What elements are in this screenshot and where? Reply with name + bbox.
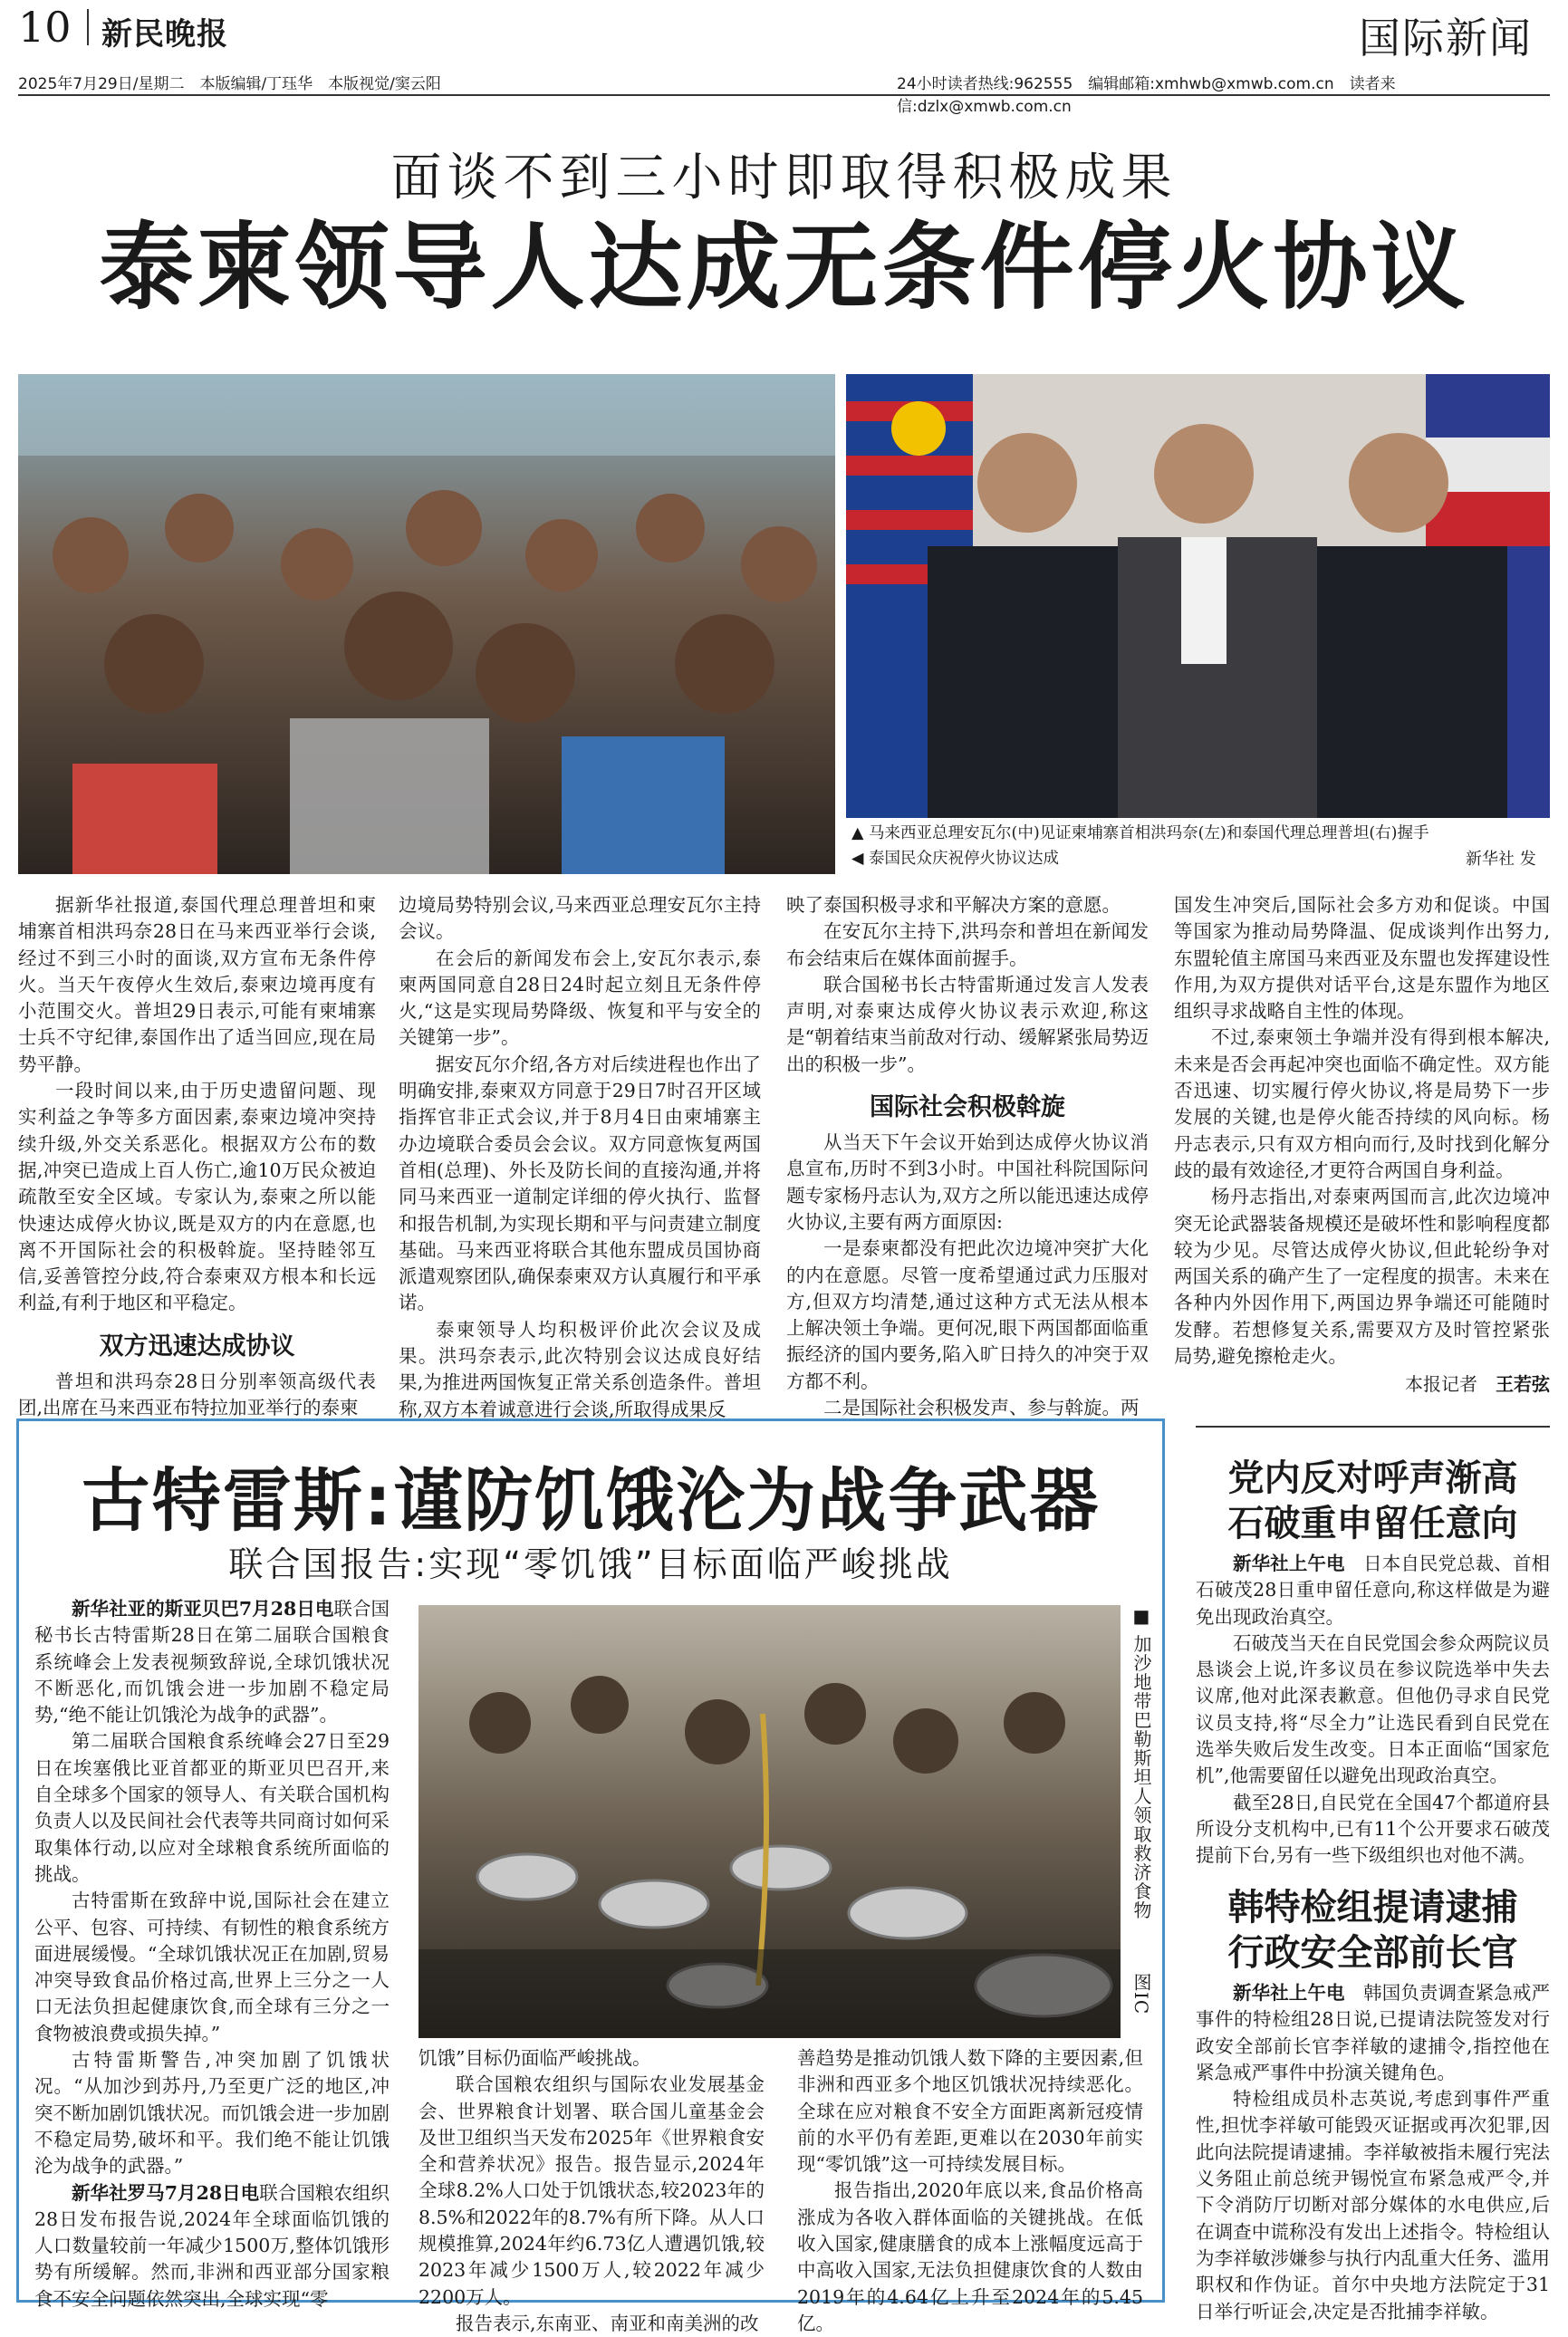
masthead-rule bbox=[18, 94, 1550, 96]
paragraph: 据新华社报道,泰国代理总理普坦和柬埔寨首相洪玛奈28日在马来西亚举行会谈,经过不到三小时的面谈,双方宣布无条件停火。当天午夜停火生效后,泰柬边境再度有小范围交火。普坦29日表示,可能有柬埔寨士兵不守纪律,泰国作出了适当回应,现在局势平静。 bbox=[18, 894, 376, 1075]
paragraph: 截至28日,自民党在全国47个都道府县所设分支机构中,已有11个公开要求石破茂提前下台,另有一些下级组织也对他不满。 bbox=[1196, 1791, 1550, 1867]
celebration-photo bbox=[18, 374, 835, 874]
korea-body bbox=[1196, 1980, 1550, 2323]
paragraph: 国发生冲突后,国际社会多方劝和促谈。中国等国家为推动局势降温、促成谈判作出努力,东盟轮值主席国马来西亚及东盟也发挥建设性作用,为双方提供对话平台,这是东盟作为地区组织寻求战略自主性的体现。 bbox=[1174, 894, 1550, 1023]
japan-body bbox=[1196, 1551, 1550, 1870]
paragraph: 第二届联合国粮食系统峰会27日至29日在埃塞俄比亚首都亚的斯亚贝巴召开,来自全球多个国家的领导人、有关联合国机构负责人以及民间社会代表等共同商讨如何采取集体行动,以应对全球粮食系统所面临的挑战。 bbox=[34, 1730, 390, 1885]
paragraph: 古特雷斯在致辞中说,国际社会在建立公平、包容、可持续、有韧性的粮食系统方面进展缓慢。“全球饥饿状况正在加剧,贸易冲突导致食品价格过高,世界上三分之一人口无法负担起健康饮食,而全球有三分之一食物被浪费或损失掉。” bbox=[34, 1890, 390, 2044]
paragraph: 新华社罗马7月28日电联合国粮农组织28日发布报告说,2024年全球面临饥饿的人口数量较前一年减少1500万,整体饥饿形势有所缓解。然而,非洲和西亚部分国家粮食不安全问题依然突出,全球实现“零 bbox=[34, 2181, 390, 2310]
sidebar-top-rule bbox=[1196, 1426, 1550, 1428]
famine-subheadline: 联合国报告:实现“零饥饿”目标面临严峻挑战 bbox=[228, 1544, 953, 1584]
japan-headline-2: 石破重申留任意向 bbox=[1227, 1503, 1518, 1544]
subhead-1: 双方迅速达成协议 bbox=[99, 1332, 295, 1361]
lead-column-2 bbox=[399, 892, 761, 1420]
paragraph: 在会后的新闻发布会上,安瓦尔表示,泰柬两国同意自28日24时起立刻且无条件停火,“这是实现局势降级、恢复和平与安全的关键第一步”。 bbox=[399, 947, 761, 1049]
paragraph: 饥饿”目标仍面临严峻挑战。 bbox=[418, 2047, 651, 2069]
korea-headline-1: 韩特检组提请逮捕 bbox=[1227, 1887, 1518, 1928]
photo-credit: 新华社 发 bbox=[1466, 850, 1536, 869]
gaza-photo-credit: 图IC bbox=[1130, 1973, 1152, 2015]
page-number: 10 bbox=[18, 3, 72, 52]
gaza-food-photo bbox=[418, 1605, 1121, 2038]
contact-line: 24小时读者热线:962555 编辑邮箱:xmhwb@xmwb.com.cn 读者来信:dzlx@xmwb.com.cn bbox=[897, 75, 1396, 116]
section-title: 国际新闻 bbox=[1359, 14, 1533, 63]
paragraph: 映了泰国积极寻求和平解决方案的意愿。 bbox=[786, 894, 1121, 916]
paragraph: 联合国秘书长古特雷斯通过发言人发表声明,对泰柬达成停火协议表示欢迎,称这是“朝着结束当前敌对行动、缓解紧张局势迈出的积极一步”。 bbox=[786, 973, 1149, 1075]
lead-column-1 bbox=[18, 892, 376, 1419]
paragraph: 报告指出,2020年底以来,食品价格高涨成为各收入群体面临的关键挑战。在低收入国家,健康膳食的成本上涨幅度远高于中高收入国家,无法负担健康饮食的人数由2019年的4.64亿上升至2024年的5.45亿。 bbox=[797, 2179, 1143, 2334]
reporter-byline: 本报记者 王若弦 bbox=[1405, 1373, 1550, 1396]
paragraph: 普坦和洪玛奈28日分别率领高级代表团,出席在马来西亚布特拉加亚举行的泰柬 bbox=[18, 1370, 376, 1419]
dateline: 2025年7月29日/星期二 本版编辑/丁珏华 本版视觉/窦云阳 bbox=[18, 75, 441, 93]
paragraph: 新华社上午电 日本自民党总裁、首相石破茂28日重申留任意向,称这样做是为避免出现政治真空。 bbox=[1196, 1553, 1550, 1628]
paragraph: 善趋势是推动饥饿人数下降的主要因素,但非洲和西亚多个地区饥饿状况持续恶化。全球在应对粮食不安全方面距离新冠疫情前的水平仍有差距,更难以在2030年前实现“零饥饿”这一可持续发展目标。 bbox=[797, 2047, 1143, 2176]
photo-caption-2: ◀ 泰国民众庆祝停火协议达成 bbox=[851, 850, 1060, 868]
paragraph: 二是国际社会积极发声、参与斡旋。两 bbox=[823, 1397, 1140, 1419]
paragraph: 据安瓦尔介绍,各方对后续进程也作出了明确安排,泰柬双方同意于29日7时召开区域指挥官非正式会议,并于8月4日由柬埔寨主办边境联合委员会会议。双方同意恢复两国首相(总理)、外长及防长间的直接沟通,并将同马来西亚一道制定详细的停火执行、监督和报告机制,为实现长期和平与问责建立制度基础。马来西亚将联合其他东盟成员国协商派遣观察团队,确保泰柬双方认真履行和平承诺。 bbox=[399, 1053, 761, 1314]
japan-headline-1: 党内反对呼声渐高 bbox=[1227, 1457, 1518, 1499]
famine-column-2 bbox=[418, 2045, 765, 2334]
paragraph: 边境局势特别会议,马来西亚总理安瓦尔主持会议。 bbox=[399, 894, 761, 943]
paragraph: 不过,泰柬领土争端并没有得到根本解决,未来是否会再起冲突也面临不确定性。双方能否迅速、切实履行停火协议,将是局势下一步发展的关键,也是停火能否持续的风向标。杨丹志表示,只有双方相向而行,及时找到化解分歧的最有效途径,才更符合两国自身利益。 bbox=[1174, 1026, 1550, 1181]
paragraph: 新华社亚的斯亚贝巴7月28日电联合国秘书长古特雷斯28日在第二届联合国粮食系统峰会上发表视频致辞说,全球饥饿状况不断恶化,而饥饿会进一步加剧不稳定局势,“绝不能让饥饿沦为战争的武器”。 bbox=[34, 1598, 390, 1726]
paper-name: 新民晚报 bbox=[101, 16, 228, 53]
paragraph: 一段时间以来,由于历史遗留问题、现实利益之争等多方面因素,泰柬边境冲突持续升级,外交关系恶化。根据双方公布的数据,冲突已造成上百人伤亡,逾10万民众被迫疏散至安全区域。专家认为,泰柬之所以能快速达成停火协议,既是双方的内在意愿,也离不开国际社会的积极斡旋。坚持睦邻互信,妥善管控分歧,符合泰柬双方根本和长远利益,有利于地区和平稳定。 bbox=[18, 1080, 376, 1314]
photo-caption-1: ▲ 马来西亚总理安瓦尔(中)见证柬埔寨首相洪玛奈(左)和泰国代理总理普坦(右)握手 bbox=[851, 824, 1429, 842]
masthead-divider bbox=[87, 9, 89, 45]
subhead-2: 国际社会积极斡旋 bbox=[870, 1093, 1065, 1122]
paragraph: 从当天下午会议开始到达成停火协议消息宣布,历时不到3小时。中国社科院国际问题专家杨丹志认为,双方之所以能迅速达成停火协议,主要有两方面原因: bbox=[786, 1131, 1149, 1233]
lead-kicker: 面谈不到三小时即取得积极成果 bbox=[390, 149, 1178, 207]
paragraph: 特检组成员朴志英说,考虑到事件严重性,担忧李祥敏可能毁灭证据或再次犯罪,因此向法院提请逮捕。李祥敏被指未履行宪法义务阻止前总统尹锡悦宣布紧急戒严令,并下令消防厅切断对部分媒体的水电供应,后在调查中谎称没有发出上述指令。特检组认为李祥敏涉嫌参与执行内乱重大任务、滥用职权和作伪证。首尔中央地方法院定于31日举行听证会,决定是否批捕李祥敏。 bbox=[1196, 2088, 1550, 2323]
handshake-photo bbox=[846, 374, 1550, 818]
paragraph: 泰柬领导人均积极评价此次会议及成果。洪玛奈表示,此次特别会议达成良好结果,为推进两国恢复正常关系创造条件。普坦称,双方本着诚意进行会谈,所取得成果反 bbox=[399, 1318, 761, 1420]
paragraph: 报告表示,东南亚、南亚和南美洲的改 bbox=[456, 2312, 759, 2334]
paragraph: 一是泰柬都没有把此次边境冲突扩大化的内在意愿。尽管一度希望通过武力压服对方,但双方均清楚,通过这种方式无法从根本上解决领土争端。更何况,眼下两国都面临重振经济的国内要务,陷入旷日持久的冲突于双方都不利。 bbox=[786, 1237, 1149, 1392]
paragraph: 新华社上午电 韩国负责调查紧急戒严事件的特检组28日说,已提请法院签发对行政安全部前长官李祥敏的逮捕令,指控他在紧急戒严事件中扮演关键角色。 bbox=[1196, 1982, 1550, 2083]
gaza-photo-caption: ■ 加沙地带巴勒斯坦人领取救济食物 bbox=[1130, 1605, 1152, 1920]
korea-headline-2: 行政安全部前长官 bbox=[1227, 1932, 1518, 1974]
paragraph: 石破茂当天在自民党国会参众两院议员恳谈会上说,许多议员在参议院选举中失去议席,他对此深表歉意。但他仍寻求自民党议员支持,将“尽全力”让选民看到自民党在选举失败后发生改变。日本正面临“国家危机”,他需要留任以避免出现政治真空。 bbox=[1196, 1631, 1550, 1787]
paragraph: 在安瓦尔主持下,洪玛奈和普坦在新闻发布会结束后在媒体面前握手。 bbox=[786, 920, 1149, 969]
lead-headline: 泰柬领导人达成无条件停火协议 bbox=[99, 212, 1469, 322]
famine-headline: 古特雷斯:谨防饥饿沦为战争武器 bbox=[81, 1460, 1101, 1541]
famine-column-3 bbox=[797, 2045, 1143, 2334]
paragraph: 杨丹志指出,对泰柬两国而言,此次边境冲突无论武器装备规模还是破坏性和影响程度都较为少见。尽管达成停火协议,但此轮纷争对两国关系的确产生了一定程度的损害。未来在各种内外因作用下,两国边界争端还可能随时发酵。若想修复关系,需要双方及时管控紧张局势,避免擦枪走火。 bbox=[1174, 1186, 1550, 1368]
paragraph: 古特雷斯警告,冲突加剧了饥饿状况。“从加沙到苏丹,乃至更广泛的地区,冲突不断加剧饥饿状况。而饥饿会进一步加剧不稳定局势,破坏和平。我们绝不能让饥饿沦为战争的武器。” bbox=[34, 2049, 390, 2178]
lead-column-4 bbox=[1174, 892, 1550, 1395]
famine-column-1 bbox=[34, 1596, 390, 2310]
paragraph: 联合国粮农组织与国际农业发展基金会、世界粮食计划署、联合国儿童基金会及世卫组织当天发布2025年《世界粮食安全和营养状况》报告。报告显示,2024年全球8.2%人口处于饥饿状态,较2023年的8.5%和2022年的8.7%有所下降。从人口规模推算,2024年约6.73亿人遭遇饥饿,较2023年减少1500万人,较2022年减少2200万人。 bbox=[418, 2073, 765, 2308]
lead-column-3 bbox=[786, 892, 1149, 1419]
